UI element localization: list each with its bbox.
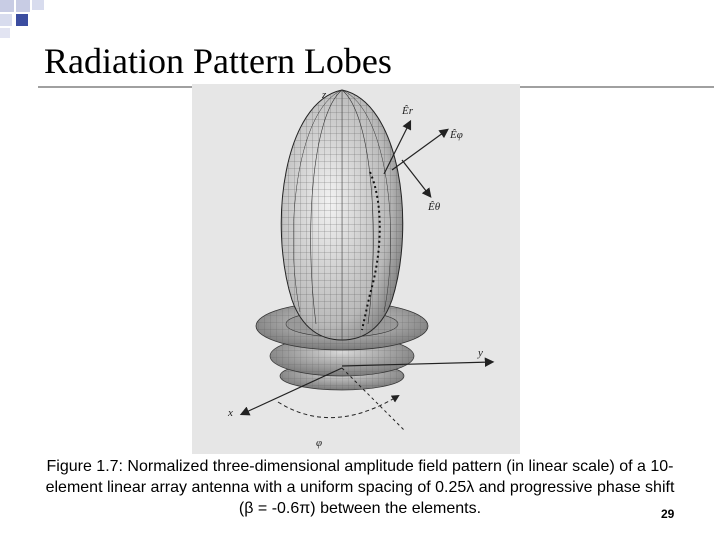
page-number: 29 [661, 507, 675, 521]
phi-label: φ [316, 437, 323, 449]
radiation-pattern-figure [192, 84, 520, 454]
etheta-label: Êθ [428, 201, 441, 213]
z-axis-label: z [322, 89, 327, 101]
phi-arc [278, 396, 398, 418]
main-lobe [281, 90, 402, 340]
etheta-vector [402, 160, 430, 196]
figure-caption: Figure 1.7: Normalized three-dimensional amplitude field pattern (in linear scale) of a 10-element linear array antenna with a uniform spacing of 0.25λ and progressive phase shift (β = -0.6π) between the elements. [45, 458, 675, 517]
slide-title: Radiation Pattern Lobes [44, 41, 392, 81]
ephi-vector [392, 130, 447, 170]
y-axis-label: y [478, 347, 483, 359]
x-axis-label: x [228, 407, 233, 419]
er-label: Êr [402, 105, 413, 117]
ephi-label: Êφ [450, 129, 463, 141]
